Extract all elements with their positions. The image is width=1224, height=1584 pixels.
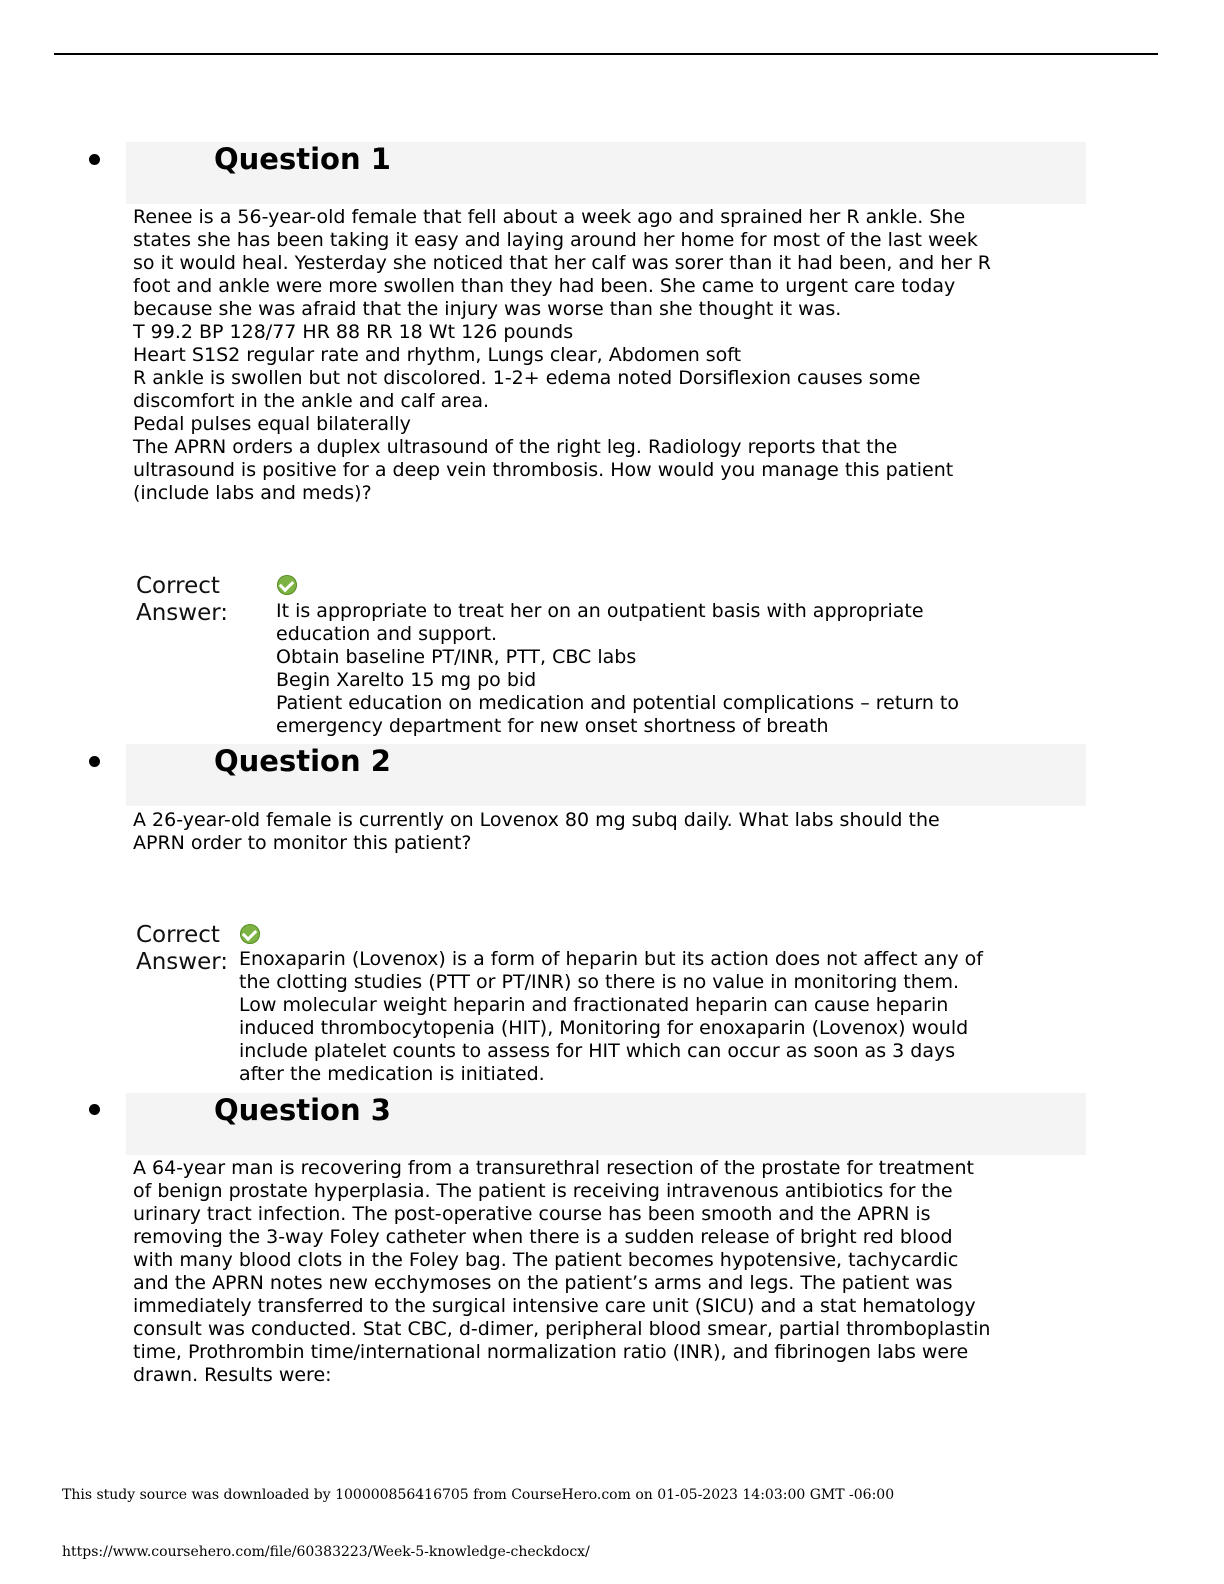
bullet [89, 756, 100, 767]
source-url-link[interactable]: https://www.coursehero.com/file/60383223/Week-5-knowledge-checkdocx/ [62, 1544, 590, 1560]
answer-line: induced thrombocytopenia (HIT), Monitoring for enoxaparin (Lovenox) would [239, 1017, 969, 1039]
correct-answer-label: Correct Answer: [136, 922, 229, 975]
answer-line: emergency department for new onset shortness of breath [276, 715, 829, 737]
top-rule [54, 53, 1158, 55]
check-circle-icon [277, 575, 297, 595]
text-line: T 99.2 BP 128/77 HR 88 RR 18 Wt 126 pounds [133, 321, 574, 343]
text-line: Pedal pulses equal bilaterally [133, 413, 411, 435]
text-line: APRN order to monitor this patient? [133, 832, 472, 854]
text-line: urinary tract infection. The post-operative course has been smooth and the APRN is [133, 1203, 931, 1225]
text-line: foot and ankle were more swollen than they had been. She came to urgent care today [133, 275, 956, 297]
question-title: Question 2 [214, 744, 391, 778]
text-line: immediately transferred to the surgical intensive care unit (SICU) and a stat hematology [133, 1295, 976, 1317]
text-line: The APRN orders a duplex ultrasound of the right leg. Radiology reports that the [133, 436, 898, 458]
text-line: time, Prothrombin time/international normalization ratio (INR), and fibrinogen labs were [133, 1341, 969, 1363]
answer-line: It is appropriate to treat her on an outpatient basis with appropriate [276, 600, 924, 622]
text-line: because she was afraid that the injury was worse than she thought it was. [133, 298, 842, 320]
answer-text [276, 600, 959, 738]
text-line: discomfort in the ankle and calf area. [133, 390, 489, 412]
answer-line: education and support. [276, 623, 498, 645]
answer-line: Patient education on medication and potential complications – return to [276, 692, 959, 714]
text-line: and the APRN notes new ecchymoses on the patient’s arms and legs. The patient was [133, 1272, 953, 1294]
question-text [133, 206, 1043, 505]
question-title: Question 1 [214, 142, 391, 176]
text-line: so it would heal. Yesterday she noticed that her calf was sorer than it had been, and her R [133, 252, 992, 274]
answer-line: Begin Xarelto 15 mg po bid [276, 669, 537, 691]
answer-line: Enoxaparin (Lovenox) is a form of heparin but its action does not affect any of [239, 948, 983, 970]
answer-line: after the medication is initiated. [239, 1063, 545, 1085]
question-text [133, 809, 1043, 855]
text-line: removing the 3-way Foley catheter when there is a sudden release of bright red blood [133, 1226, 953, 1248]
answer-text [239, 948, 983, 1086]
text-line: ultrasound is positive for a deep vein thrombosis. How would you manage this patient [133, 459, 954, 481]
text-line: Renee is a 56-year-old female that fell about a week ago and sprained her R ankle. She [133, 206, 966, 228]
answer-line: the clotting studies (PTT or PT/INR) so there is no value in monitoring them. [239, 971, 960, 993]
text-line: with many blood clots in the Foley bag. The patient becomes hypotensive, tachycardic [133, 1249, 959, 1271]
answer-line: include platelet counts to assess for HIT which can occur as soon as 3 days [239, 1040, 956, 1062]
question-title: Question 3 [214, 1093, 391, 1127]
text-line: drawn. Results were: [133, 1364, 332, 1386]
bullet [89, 1104, 100, 1115]
answer-line: Low molecular weight heparin and fractionated heparin can cause heparin [239, 994, 949, 1016]
check-circle-icon [240, 924, 260, 944]
bullet [89, 154, 100, 165]
source-notice: This study source was downloaded by 100000856416705 from CourseHero.com on 01-05-2023 14:03:00 GMT -06:00 [62, 1487, 895, 1503]
text-line: Heart S1S2 regular rate and rhythm, Lungs clear, Abdomen soft [133, 344, 742, 366]
text-line: (include labs and meds)? [133, 482, 372, 504]
text-line: R ankle is swollen but not discolored. 1-2+ edema noted Dorsiflexion causes some [133, 367, 921, 389]
answer-line: Obtain baseline PT/INR, PTT, CBC labs [276, 646, 637, 668]
text-line: A 26-year-old female is currently on Lovenox 80 mg subq daily. What labs should the [133, 809, 940, 831]
correct-answer-label: Correct Answer: [136, 573, 229, 626]
text-line: states she has been taking it easy and laying around her home for most of the last week [133, 229, 978, 251]
text-line: A 64-year man is recovering from a transurethral resection of the prostate for treatment [133, 1157, 974, 1179]
text-line: of benign prostate hyperplasia. The patient is receiving intravenous antibiotics for the [133, 1180, 953, 1202]
text-line: consult was conducted. Stat CBC, d-dimer, peripheral blood smear, partial thromboplastin [133, 1318, 991, 1340]
question-text [133, 1157, 1043, 1387]
